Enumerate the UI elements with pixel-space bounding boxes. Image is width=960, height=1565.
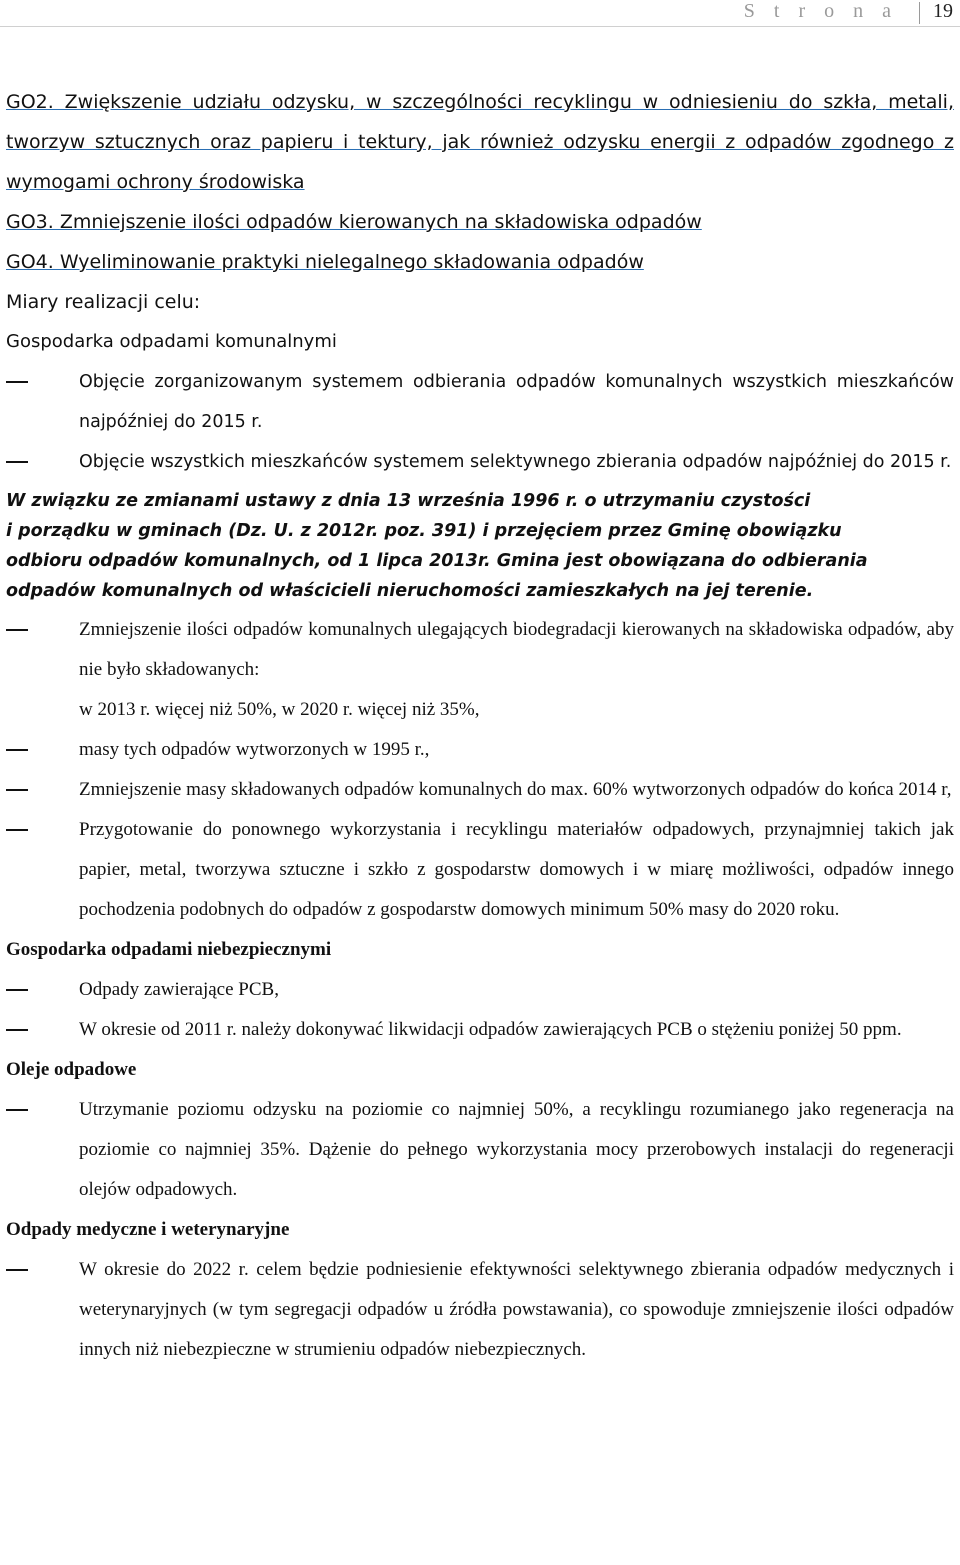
header-rule bbox=[0, 26, 960, 27]
dash-bullet bbox=[6, 1269, 28, 1271]
list-item: Odpady zawierające PCB, bbox=[6, 970, 954, 1010]
page-label: S t r o n a bbox=[743, 0, 898, 22]
goal-go3: GO3. Zmniejszenie ilości odpadów kierowanych na składowiska odpadów bbox=[6, 211, 702, 233]
medical-heading: Odpady medyczne i weterynaryjne bbox=[6, 1219, 290, 1240]
list-item: Utrzymanie poziomu odzysku na poziomie co najmniej 50%, a recyklingu rozumianego jako regeneracja na poziomie co najmniej 35%. Dążenie do pełnego wykorzystania mocy przerobowych instalacji do regeneracji olejów odpadowych. bbox=[6, 1090, 954, 1210]
dash-bullet bbox=[6, 381, 28, 383]
list-item: Objęcie wszystkich mieszkańców systemem selektywnego zbierania odpadów najpóźniej do 2015 r. bbox=[6, 442, 954, 482]
oils-heading: Oleje odpadowe bbox=[6, 1059, 137, 1080]
dash-bullet bbox=[6, 461, 28, 463]
page-header bbox=[0, 0, 960, 26]
legal-note-line: W związku ze zmianami ustawy z dnia 13 września 1996 r. o utrzymaniu czystości bbox=[6, 491, 811, 511]
legal-note-line: odpadów komunalnych od właścicieli nieruchomości zamieszkałych na jej terenie. bbox=[6, 581, 814, 601]
dash-bullet bbox=[6, 989, 28, 991]
dash-bullet bbox=[6, 789, 28, 791]
list-item: masy tych odpadów wytworzonych w 1995 r., bbox=[6, 730, 954, 770]
header-separator bbox=[919, 2, 920, 24]
list-item: W okresie od 2011 r. należy dokonywać likwidacji odpadów zawierających PCB o stężeniu poniżej 50 ppm. bbox=[6, 1010, 954, 1050]
page-number: 19 bbox=[933, 0, 953, 22]
list-item: Zmniejszenie masy składowanych odpadów komunalnych do max. 60% wytworzonych odpadów do końca 2014 r, bbox=[6, 770, 954, 810]
dash-bullet bbox=[6, 829, 28, 831]
goal-go2: GO2. Zwiększenie udziału odzysku, w szczególności recyklingu w odniesieniu do szkła, metali, tworzyw sztucznych oraz papieru i tektury, jak również odzysku energii z odpadów zgodnego z wymogami ochrony środowiska bbox=[6, 91, 954, 193]
legal-note-line: odbioru odpadów komunalnych, od 1 lipca 2013r. Gmina jest obowiązana do odbierania bbox=[6, 551, 868, 571]
list-item: Zmniejszenie ilości odpadów komunalnych ulegających biodegradacji kierowanych na składowiska odpadów, aby nie było składowanych: bbox=[6, 610, 954, 690]
list-subline: w 2013 r. więcej niż 50%, w 2020 r. więcej niż 35%, bbox=[79, 699, 480, 720]
goal-go4: GO4. Wyeliminowanie praktyki nielegalnego składowania odpadów bbox=[6, 251, 644, 273]
legal-note bbox=[6, 486, 954, 606]
list-item: Objęcie zorganizowanym systemem odbierania odpadów komunalnych wszystkich mieszkańców najpóźniej do 2015 r. bbox=[6, 362, 954, 442]
dash-bullet bbox=[6, 1109, 28, 1111]
dash-bullet bbox=[6, 1029, 28, 1031]
hazardous-heading: Gospodarka odpadami niebezpiecznymi bbox=[6, 939, 332, 960]
municipal-heading: Gospodarka odpadami komunalnymi bbox=[6, 331, 337, 352]
dash-bullet bbox=[6, 629, 28, 631]
list-item: W okresie do 2022 r. celem będzie podniesienie efektywności selektywnego zbierania odpadów medycznych i weterynaryjnych (w tym segregacji odpadów u źródła powstawania), co spowoduje zmniejszenie ilości odpadów innych niż niebezpieczne w strumieniu odpadów niebezpiecznych. bbox=[6, 1250, 954, 1370]
dash-bullet bbox=[6, 749, 28, 751]
list-item: Przygotowanie do ponownego wykorzystania i recyklingu materiałów odpadowych, przynajmniej takich jak papier, metal, tworzywa sztuczne i szkło z gospodarstw domowych i w miarę możliwości, odpadów innego pochodzenia podobnych do odpadów z gospodarstw domowych minimum 50% masy do 2020 roku. bbox=[6, 810, 954, 930]
legal-note-line: i porządku w gminach (Dz. U. z 2012r. poz. 391) i przejęciem przez Gminę obowiązku bbox=[6, 521, 842, 541]
measures-label: Miary realizacji celu: bbox=[6, 291, 201, 313]
document-body bbox=[6, 82, 954, 1370]
